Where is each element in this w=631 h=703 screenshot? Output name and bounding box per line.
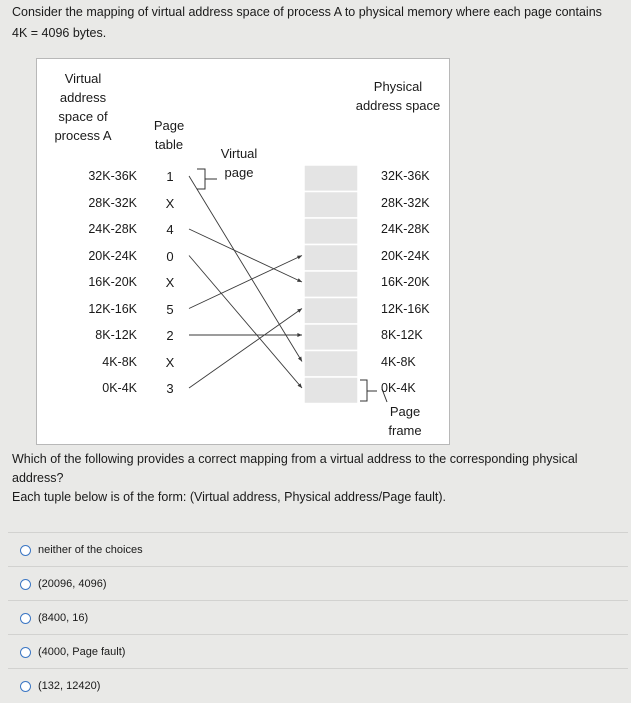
- choice-label: (4000, Page fault): [38, 646, 126, 658]
- physical-range-label: 28K-32K: [381, 195, 430, 210]
- page-table-heading: Page table: [153, 118, 185, 152]
- page-table-entry: X: [165, 275, 175, 290]
- mapping-arrow: [189, 256, 302, 309]
- radio-button[interactable]: [20, 681, 31, 692]
- virtual-range-label: 8K-12K: [95, 328, 137, 342]
- physical-frame-box: [304, 218, 358, 245]
- choice-neither[interactable]: [8, 532, 628, 567]
- radio-button[interactable]: [20, 545, 31, 556]
- mapping-arrow: [189, 309, 302, 389]
- arrowhead: [298, 357, 302, 362]
- page-table-entry: 2: [166, 328, 174, 343]
- virtual-range-label: 12K-16K: [88, 301, 137, 316]
- virtual-range-label: 32K-36K: [88, 169, 137, 183]
- page-table-entry: X: [165, 195, 175, 211]
- physical-range-label: 20K-24K: [381, 248, 430, 263]
- choice-label: (8400, 16): [38, 612, 89, 624]
- mapping-arrow: [189, 229, 302, 282]
- physical-frame-box: [304, 245, 358, 272]
- arrowhead: [297, 333, 302, 337]
- virtual-range-label: 24K-28K: [88, 222, 137, 236]
- physical-range-label: 32K-36K: [381, 169, 430, 183]
- mapping-arrow: [189, 256, 302, 389]
- virtual-range-label: 0K-4K: [102, 381, 137, 395]
- virtual-range-label: 4K-8K: [102, 354, 137, 369]
- virtual-range-label: 16K-20K: [88, 275, 137, 289]
- virtual-range-label: 20K-24K: [88, 248, 137, 263]
- choice-132-12420[interactable]: [8, 668, 628, 703]
- physical-range-label: 8K-12K: [381, 328, 423, 342]
- choice-label: (20096, 4096): [38, 578, 107, 590]
- radio-button[interactable]: [20, 579, 31, 590]
- physical-frame-box: [304, 377, 358, 404]
- choice-label: neither of the choices: [38, 544, 143, 556]
- question-prompt: [12, 450, 617, 507]
- physical-frame-box: [304, 351, 358, 378]
- page-frame-label: Page frame: [388, 404, 422, 438]
- physical-frame-box: [304, 192, 358, 219]
- page-table-entry: 4: [166, 222, 174, 237]
- radio-button[interactable]: [20, 613, 31, 624]
- radio-button[interactable]: [20, 647, 31, 658]
- question-intro: Consider the mapping of virtual address space of process A to physical memory where each page contains 4K = 4096 bytes.: [12, 5, 602, 40]
- page-table-entry: X: [165, 354, 175, 370]
- physical-range-label: 4K-8K: [381, 354, 416, 369]
- physical-range-label: 24K-28K: [381, 222, 430, 236]
- prompt-line-2: Each tuple below is of the form: (Virtual address, Physical address/Page fault).: [12, 490, 447, 504]
- page-table-entry: 5: [166, 301, 174, 317]
- arrowhead: [297, 309, 302, 313]
- page-table-entry: 1: [166, 169, 174, 184]
- choice-8400-16[interactable]: [8, 600, 628, 635]
- choice-label: (132, 12420): [38, 680, 101, 692]
- physical-frame-box: [304, 298, 358, 325]
- choice-4000-page-fault[interactable]: [8, 634, 628, 669]
- physical-range-label: 12K-16K: [381, 301, 430, 316]
- page-table-entry: 0: [166, 248, 174, 264]
- virtual-heading: Virtual address space of process A: [54, 71, 112, 143]
- physical-range-label: 16K-20K: [381, 275, 430, 289]
- physical-frame-box: [304, 271, 358, 298]
- memory-mapping-figure: [36, 58, 450, 445]
- choice-20096-4096[interactable]: [8, 566, 628, 601]
- prompt-line-1: Which of the following provides a correct mapping from a virtual address to the corresponding physical address?: [12, 452, 578, 485]
- virtual-page-label: Virtual page: [220, 146, 258, 180]
- physical-frame-box: [304, 165, 358, 192]
- mapping-arrow: [189, 176, 302, 362]
- physical-heading: Physical address space: [355, 79, 441, 113]
- physical-frame-box: [304, 324, 358, 351]
- question-text: [12, 2, 612, 44]
- virtual-range-label: 28K-32K: [88, 195, 137, 210]
- physical-range-label: 0K-4K: [381, 381, 416, 395]
- page-table-entry: 3: [166, 381, 174, 396]
